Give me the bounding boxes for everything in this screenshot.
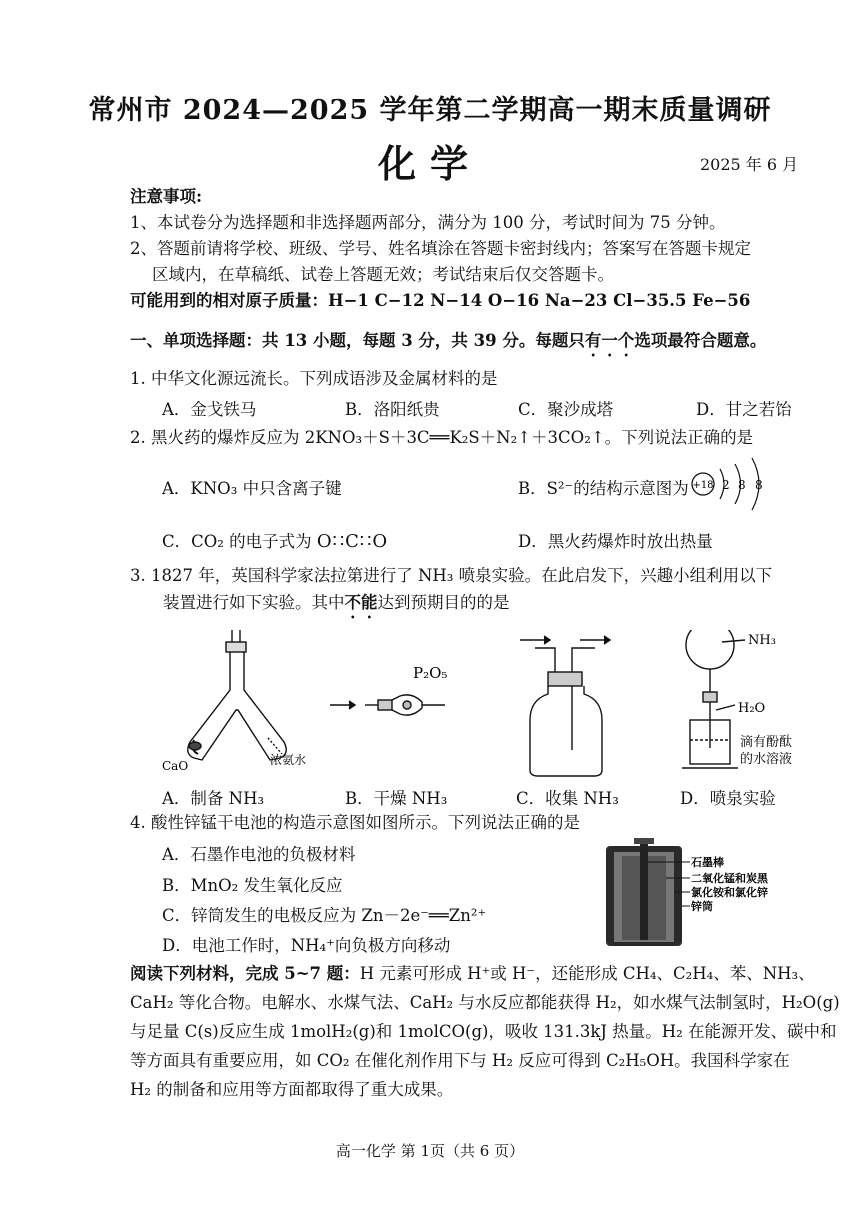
h2o-label: H₂O: [738, 701, 766, 716]
fountain-apparatus: [682, 630, 745, 768]
q2-option-b: B．S²⁻的结构示意图为: [518, 479, 689, 498]
section-heading: [130, 330, 766, 360]
q3-option-b: B．干燥 NH₃: [345, 789, 448, 808]
electrolyte-label: 氯化铵和氯化锌: [691, 886, 768, 899]
reading-line-1-text: H 元素可形成 H⁺或 H⁻，还能形成 CH₄、C₂H₄、苯、NH₃、: [359, 964, 815, 983]
reading-lead: 阅读下列材料，完成 5~7 题：: [130, 964, 360, 983]
section-heading-end: 选项最符合题意。: [634, 331, 767, 350]
q2-equals: ══: [429, 428, 450, 447]
q4-option-b: B．MnO₂ 发生氧化反应: [162, 876, 343, 895]
q4-option-a: A．石墨作电池的负极材料: [162, 845, 356, 864]
shell-count-1: 2: [722, 478, 730, 492]
q4-stem: 4. 酸性锌锰干电池的构造示意图如图所示。下列说法正确的是: [130, 813, 580, 832]
notice-item-2b: 区域内，在草稿纸、试卷上答题无效；考试结束后仅交答题卡。: [152, 265, 614, 284]
notice-heading: 注意事项:: [130, 187, 203, 206]
page-footer: 高一化学 第 1页（共 6 页）: [335, 1142, 525, 1160]
q2-option-c-text: C．CO₂ 的电子式为: [162, 532, 312, 551]
q1-option-c: C．聚沙成塔: [518, 400, 614, 419]
q3-stem-2-pre: 装置进行如下实验。其中: [163, 593, 345, 612]
shell-count-3: 8: [755, 478, 763, 492]
reading-line-1: [130, 963, 815, 985]
q2-stem-pre: 2. 黑火药的爆炸反应为 2KNO₃＋S＋3C: [130, 428, 430, 447]
q3-option-d: D．喷泉实验: [680, 789, 776, 808]
q1-stem: 1. 中华文化源远流长。下列成语涉及金属材料的是: [130, 369, 498, 388]
exam-title: 常州市 2024—2025 学年第二学期高一期末质量调研: [88, 95, 772, 126]
reading-line-2: CaH₂ 等化合物。电解水、水煤气法、CaH₂ 与水反应都能获得 H₂，如水煤气法制氢时，H₂O(g): [130, 993, 840, 1012]
q1-option-a: A．金戈铁马: [162, 400, 257, 419]
cao-label: CaO: [162, 759, 189, 773]
q3-stem-2: [163, 592, 510, 622]
q3-stem-1: 3. 1827 年，英国科学家法拉第进行了 NH₃ 喷泉实验。在此启发下，兴趣小组利用以下: [130, 566, 773, 585]
section-heading-emphasis: 有一个: [584, 331, 635, 350]
reading-line-4: 等方面具有重要应用，如 CO₂ 在催化剂作用下与 H₂ 反应可得到 C₂H₅OH。我国科学家在: [130, 1051, 790, 1070]
dry-cell-figure: [600, 838, 800, 950]
notice-item-2a: 2、答题前请将学校、班级、学号、姓名填涂在答题卡密封线内；答案写在答题卡规定: [130, 239, 751, 258]
nucleus-charge: +18: [692, 480, 714, 491]
q1-option-d: D．甘之若饴: [696, 400, 792, 419]
subject-title: 化学: [377, 141, 482, 186]
solution-label-1: 滴有酚酞: [740, 735, 793, 750]
q3-stem-2-emphasis: 不能: [344, 593, 378, 612]
sulfide-ion-diagram: [690, 455, 780, 515]
collection-bottle-apparatus: [520, 636, 610, 776]
drying-tube-apparatus: [330, 695, 445, 715]
q4-option-d: D．电池工作时，NH₄⁺向负极方向移动: [162, 936, 451, 955]
atomic-masses-text: 可能用到的相对原子质量：H−1 C−12 N−14 O−16 Na−23 Cl−35.5 Fe−56: [130, 291, 751, 310]
p2o5-label: P₂O₅: [413, 664, 448, 682]
section-heading-main: 一、单项选择题：共 13 小题，每题 3 分，共 39 分。每题只: [130, 331, 585, 350]
q2-option-d: D．黑火药爆炸时放出热量: [518, 532, 713, 551]
reading-line-3: 与足量 C(s)反应生成 1molH₂(g)和 1molCO(g)，吸收 131.3kJ 热量。H₂ 在能源开发、碳中和: [130, 1022, 837, 1041]
nh3-label: NH₃: [748, 633, 776, 648]
q3-option-c: C．收集 NH₃: [516, 789, 619, 808]
y-tube-apparatus: [188, 630, 287, 760]
q3-stem-2-post: 达到预期目的的是: [377, 593, 510, 612]
q1-option-b: B．洛阳纸贵: [345, 400, 440, 419]
graphite-rod: [640, 840, 648, 940]
graphite-rod-label: 石墨棒: [691, 856, 724, 869]
mno2-label: 二氧化锰和炭黑: [691, 872, 768, 885]
q2-stem-post: K₂S＋N₂↑＋3CO₂↑。下列说法正确的是: [449, 428, 754, 447]
co2-electron-formula: O∷C∷O: [316, 531, 389, 552]
q3-option-a: A．制备 NH₃: [162, 789, 265, 808]
q2-option-c: [162, 528, 388, 552]
q2-option-a: A．KNO₃ 中只含离子键: [162, 479, 342, 498]
q3-apparatus-figure: [150, 630, 830, 780]
atomic-masses: [130, 290, 750, 312]
notice-item-1: 1、本试卷分为选择题和非选择题两部分，满分为 100 分，考试时间为 75 分钟。: [130, 213, 726, 232]
ammonia-water-label: 浓氨水: [270, 753, 307, 767]
q4-option-c: C．锌筒发生的电极反应为 Zn－2e⁻══Zn²⁺: [162, 906, 487, 925]
q2-stem: [130, 427, 753, 449]
zinc-can-label: 锌筒: [691, 900, 713, 913]
exam-date: 2025 年 6 月: [700, 155, 799, 174]
shell-count-2: 8: [738, 478, 746, 492]
solution-label-2: 的水溶液: [740, 752, 793, 767]
reading-line-5: H₂ 的制备和应用等方面都取得了重大成果。: [130, 1080, 454, 1099]
